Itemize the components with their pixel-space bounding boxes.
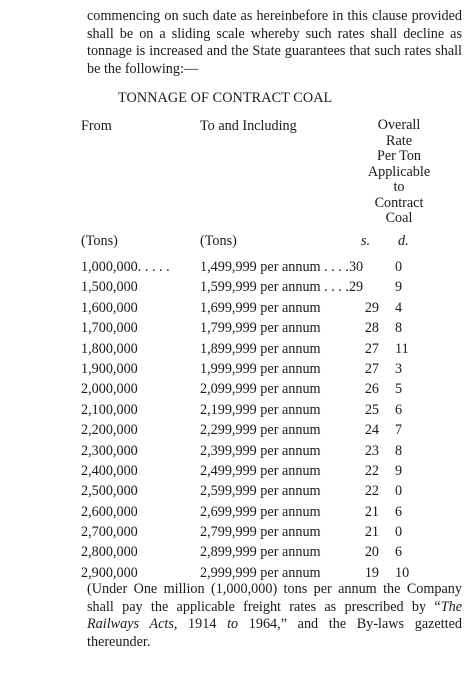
footer-act-to: to [227, 616, 239, 632]
row-shillings: 19 [364, 564, 379, 581]
row-pence: 0 [395, 524, 403, 541]
footer-text: , 1914 [173, 616, 228, 632]
footer-paragraph [87, 581, 462, 651]
header-rate-line: to [393, 179, 405, 195]
row-to: 2,199,999 per annum [200, 401, 321, 418]
row-shillings: 29 [364, 299, 379, 316]
row-to: 1,999,999 per annum [200, 360, 321, 377]
header-rate-line: Rate [386, 132, 412, 149]
table-row [0, 341, 465, 361]
row-from: 2,800,000 [81, 544, 138, 561]
table-row [0, 463, 465, 483]
row-from: 1,900,000 [81, 360, 138, 377]
row-pence: 4 [395, 299, 403, 316]
row-from: 2,200,000 [81, 422, 138, 439]
table-row [0, 504, 465, 524]
row-to: 1,899,999 per annum [200, 340, 321, 357]
row-to: 1,499,999 per annum . . . .30 [200, 259, 364, 275]
units-pence: d. [398, 233, 409, 249]
row-to: 2,599,999 per annum [200, 483, 321, 500]
table-row [0, 544, 465, 564]
row-pence: 6 [395, 401, 403, 418]
row-to: 2,899,999 per annum [200, 544, 321, 561]
row-from: 1,000,000. . . . . [81, 259, 170, 275]
table-row [0, 381, 465, 401]
table-title: TONNAGE OF CONTRACT COAL [118, 90, 333, 106]
row-to: 2,099,999 per annum [200, 381, 321, 398]
header-rate-line: Per Ton [376, 148, 422, 164]
row-pence: 11 [395, 340, 409, 357]
row-from: 2,100,000 [81, 401, 138, 418]
table-row [0, 300, 465, 320]
row-pence: 6 [395, 544, 403, 561]
header-rate-line: Applicable [367, 163, 431, 180]
table-row [0, 422, 465, 442]
row-shillings: 25 [364, 401, 379, 418]
row-pence: 9 [395, 279, 403, 296]
row-to: 2,299,999 per annum [200, 422, 321, 439]
row-from: 2,900,000 [81, 564, 138, 581]
table-row [0, 443, 465, 463]
row-from: 1,500,000 [81, 279, 138, 296]
row-pence: 8 [395, 320, 403, 337]
row-pence: 6 [395, 503, 403, 520]
row-shillings: 21 [364, 503, 379, 520]
table-row [0, 483, 465, 503]
footer-act-name: The Railways Acts [87, 598, 462, 632]
row-shillings: 22 [364, 462, 379, 479]
row-to: 2,999,999 per annum [200, 564, 321, 581]
rate-table-body [0, 259, 465, 585]
row-pence: 7 [395, 422, 403, 439]
header-rate-line: Overall [377, 117, 421, 133]
row-from: 2,400,000 [81, 462, 138, 479]
row-shillings: 26 [364, 381, 379, 398]
footer-text: (Under One million (1,000,000) tons per annum the Company shall pay the applicable freight rates as prescribed by “ [87, 581, 462, 615]
footer-text: 1964,” and the By-laws gazetted thereunder. [87, 616, 462, 650]
row-from: 2,600,000 [81, 503, 138, 520]
header-overall-rate [360, 118, 438, 227]
row-shillings: 24 [364, 422, 379, 439]
row-from: 1,600,000 [81, 299, 138, 316]
table-row [0, 259, 465, 279]
row-pence: 0 [395, 259, 403, 275]
row-pence: 9 [395, 462, 403, 479]
header-from: From [81, 118, 112, 134]
row-from: 1,800,000 [81, 340, 138, 357]
header-rate-line: Contract [374, 194, 424, 211]
row-pence: 5 [395, 381, 403, 398]
row-shillings: 27 [364, 340, 379, 357]
row-from: 2,000,000 [81, 381, 138, 398]
units-to: (Tons) [200, 233, 237, 249]
units-from: (Tons) [81, 233, 118, 249]
row-to: 1,599,999 per annum . . . .29 [200, 279, 364, 296]
row-to: 1,699,999 per annum [200, 299, 321, 316]
row-from: 2,500,000 [81, 483, 138, 500]
row-from: 1,700,000 [81, 320, 138, 337]
row-from: 2,300,000 [81, 442, 138, 459]
row-pence: 10 [395, 564, 410, 581]
row-shillings: 20 [364, 544, 379, 561]
table-row [0, 279, 465, 299]
row-to: 1,799,999 per annum [200, 320, 321, 337]
row-shillings: 28 [364, 320, 379, 337]
table-row [0, 524, 465, 544]
intro-paragraph: commencing on such date as hereinbefore in this clause provided shall be on a sliding scale whereby such rates shall decline as tonnage is increased and the State guarantees that such rates shall be the following:— [87, 8, 462, 77]
row-to: 2,399,999 per annum [200, 442, 321, 459]
row-pence: 3 [395, 360, 403, 377]
row-to: 2,699,999 per annum [200, 503, 321, 520]
units-shillings: s. [361, 233, 371, 249]
row-shillings: 27 [364, 360, 379, 377]
row-to: 2,499,999 per annum [200, 462, 321, 479]
row-to: 2,799,999 per annum [200, 524, 321, 541]
row-pence: 8 [395, 442, 403, 459]
header-rate-line: Coal [385, 210, 413, 226]
row-shillings: 22 [364, 483, 379, 500]
table-row [0, 402, 465, 422]
header-to-and-including: To and Including [200, 118, 297, 134]
row-from: 2,700,000 [81, 524, 138, 541]
table-row [0, 320, 465, 340]
row-shillings: 23 [364, 442, 379, 459]
row-shillings: 21 [364, 524, 379, 541]
row-pence: 0 [395, 483, 403, 500]
table-row [0, 361, 465, 381]
